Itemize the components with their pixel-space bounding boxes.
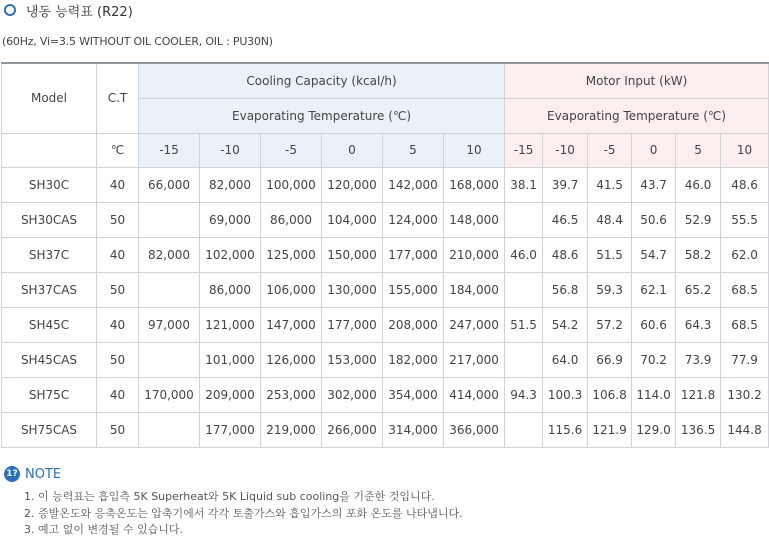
motor-value-cell: 121.8: [676, 377, 721, 412]
cooling-value-cell: 142,000: [383, 167, 444, 202]
model-cell: SH30CAS: [2, 202, 97, 237]
motor-value-cell: 41.5: [588, 167, 632, 202]
motor-value-cell: 106.8: [588, 377, 632, 412]
cooling-value-cell: 82,000: [139, 237, 200, 272]
cooling-temp-col: 0: [322, 133, 383, 167]
cooling-capacity-header: Cooling Capacity (kcal/h): [139, 63, 505, 98]
cooling-value-cell: 86,000: [261, 202, 322, 237]
note-list: [24, 489, 463, 539]
cooling-value-cell: 126,000: [261, 342, 322, 377]
note-label: NOTE: [25, 466, 62, 482]
note-icon: 1?: [4, 466, 20, 482]
model-header: Model: [2, 63, 97, 133]
cooling-value-cell: 101,000: [200, 342, 261, 377]
motor-temp-col: -15: [505, 133, 543, 167]
motor-value-cell: 52.9: [676, 202, 721, 237]
motor-value-cell: 114.0: [632, 377, 676, 412]
motor-value-cell: 57.2: [588, 307, 632, 342]
ct-cell: 50: [97, 412, 139, 447]
motor-value-cell: 66.9: [588, 342, 632, 377]
cooling-value-cell: 121,000: [200, 307, 261, 342]
cooling-value-cell: 182,000: [383, 342, 444, 377]
cooling-value-cell: 366,000: [444, 412, 505, 447]
cooling-value-cell: 66,000: [139, 167, 200, 202]
motor-value-cell: 46.0: [505, 237, 543, 272]
cooling-value-cell: 302,000: [322, 377, 383, 412]
cooling-value-cell: 177,000: [383, 237, 444, 272]
ct-cell: 50: [97, 342, 139, 377]
page-title: 냉동 능력표 (R22): [26, 4, 133, 20]
motor-temp-col: 0: [632, 133, 676, 167]
cooling-temp-col: -15: [139, 133, 200, 167]
section-title: [4, 0, 133, 20]
table-row: [2, 307, 769, 342]
cooling-temp-col: -10: [200, 133, 261, 167]
cooling-value-cell: 170,000: [139, 377, 200, 412]
motor-value-cell: [505, 202, 543, 237]
ct-cell: 50: [97, 272, 139, 307]
model-cell: SH45CAS: [2, 342, 97, 377]
ct-cell: 40: [97, 237, 139, 272]
motor-value-cell: 65.2: [676, 272, 721, 307]
motor-value-cell: 56.8: [543, 272, 588, 307]
motor-value-cell: 38.1: [505, 167, 543, 202]
cooling-value-cell: 106,000: [261, 272, 322, 307]
cooling-value-cell: 97,000: [139, 307, 200, 342]
cooling-value-cell: 253,000: [261, 377, 322, 412]
cooling-value-cell: 153,000: [322, 342, 383, 377]
motor-value-cell: 46.5: [543, 202, 588, 237]
motor-value-cell: 48.6: [543, 237, 588, 272]
motor-temp-col: -5: [588, 133, 632, 167]
cooling-value-cell: 209,000: [200, 377, 261, 412]
circle-bullet-icon: [4, 4, 16, 16]
cooling-value-cell: 102,000: [200, 237, 261, 272]
capacity-table: [1, 62, 769, 448]
motor-value-cell: 48.4: [588, 202, 632, 237]
table-row: [2, 202, 769, 237]
table-row: [2, 412, 769, 447]
motor-input-header: Motor Input (kW): [505, 63, 769, 98]
table-row: [2, 167, 769, 202]
motor-value-cell: 115.6: [543, 412, 588, 447]
motor-value-cell: 130.2: [721, 377, 769, 412]
note-heading: [4, 466, 61, 482]
motor-evap-temp-header: Evaporating Temperature (℃): [505, 98, 769, 133]
ct-cell: 40: [97, 167, 139, 202]
motor-value-cell: 39.7: [543, 167, 588, 202]
motor-value-cell: 54.2: [543, 307, 588, 342]
cooling-value-cell: 120,000: [322, 167, 383, 202]
cooling-value-cell: 147,000: [261, 307, 322, 342]
cooling-value-cell: 219,000: [261, 412, 322, 447]
motor-value-cell: 136.5: [676, 412, 721, 447]
motor-value-cell: 51.5: [588, 237, 632, 272]
cooling-value-cell: [139, 202, 200, 237]
cooling-value-cell: 354,000: [383, 377, 444, 412]
model-cell: SH45C: [2, 307, 97, 342]
cooling-value-cell: 150,000: [322, 237, 383, 272]
cooling-value-cell: 82,000: [200, 167, 261, 202]
motor-value-cell: 58.2: [676, 237, 721, 272]
cooling-value-cell: 168,000: [444, 167, 505, 202]
cooling-value-cell: 177,000: [200, 412, 261, 447]
motor-value-cell: [505, 272, 543, 307]
cooling-value-cell: 148,000: [444, 202, 505, 237]
motor-value-cell: 62.1: [632, 272, 676, 307]
cooling-value-cell: 266,000: [322, 412, 383, 447]
ct-cell: 40: [97, 377, 139, 412]
motor-value-cell: 77.9: [721, 342, 769, 377]
motor-value-cell: 121.9: [588, 412, 632, 447]
cooling-value-cell: 104,000: [322, 202, 383, 237]
model-header-spacer: [2, 133, 97, 167]
motor-value-cell: 73.9: [676, 342, 721, 377]
cooling-temp-col: 10: [444, 133, 505, 167]
motor-value-cell: 129.0: [632, 412, 676, 447]
ct-unit: ℃: [97, 133, 139, 167]
table-row: [2, 237, 769, 272]
model-cell: SH30C: [2, 167, 97, 202]
cooling-value-cell: 130,000: [322, 272, 383, 307]
cooling-evap-temp-header: Evaporating Temperature (℃): [139, 98, 505, 133]
motor-value-cell: 60.6: [632, 307, 676, 342]
motor-value-cell: 70.2: [632, 342, 676, 377]
table-row: [2, 272, 769, 307]
cooling-value-cell: 124,000: [383, 202, 444, 237]
motor-value-cell: 68.5: [721, 307, 769, 342]
motor-temp-col: 5: [676, 133, 721, 167]
note-item: 1. 이 능력표는 흡입측 5K Superheat와 5K Liquid sub cooling을 기준한 것입니다.: [24, 490, 435, 503]
cooling-value-cell: 314,000: [383, 412, 444, 447]
ct-cell: 50: [97, 202, 139, 237]
cooling-temp-col: -5: [261, 133, 322, 167]
cooling-value-cell: 155,000: [383, 272, 444, 307]
motor-value-cell: 50.6: [632, 202, 676, 237]
motor-value-cell: 64.3: [676, 307, 721, 342]
cooling-value-cell: 86,000: [200, 272, 261, 307]
cooling-value-cell: 184,000: [444, 272, 505, 307]
motor-value-cell: 48.6: [721, 167, 769, 202]
note-item: 3. 예고 없이 변경될 수 있습니다.: [24, 523, 183, 536]
motor-value-cell: 46.0: [676, 167, 721, 202]
model-cell: SH37C: [2, 237, 97, 272]
motor-value-cell: [505, 412, 543, 447]
cooling-value-cell: 208,000: [383, 307, 444, 342]
table-body: [2, 167, 769, 447]
cooling-value-cell: 69,000: [200, 202, 261, 237]
note-item: 2. 증발온도와 응축온도는 압축기에서 각각 토출가스와 흡입가스의 포화 온도를 나타냅니다.: [24, 506, 463, 520]
cooling-temp-col: 5: [383, 133, 444, 167]
motor-value-cell: 94.3: [505, 377, 543, 412]
motor-value-cell: 51.5: [505, 307, 543, 342]
motor-value-cell: 59.3: [588, 272, 632, 307]
cooling-value-cell: [139, 412, 200, 447]
table-row: [2, 342, 769, 377]
motor-temp-col: 10: [721, 133, 769, 167]
cooling-value-cell: [139, 342, 200, 377]
motor-value-cell: 55.5: [721, 202, 769, 237]
cooling-value-cell: 100,000: [261, 167, 322, 202]
conditions-subtitle: (60Hz, Vi=3.5 WITHOUT OIL COOLER, OIL : PU30N): [2, 35, 273, 48]
motor-value-cell: 68.5: [721, 272, 769, 307]
cooling-value-cell: 217,000: [444, 342, 505, 377]
ct-cell: 40: [97, 307, 139, 342]
model-cell: SH75CAS: [2, 412, 97, 447]
cooling-value-cell: 247,000: [444, 307, 505, 342]
motor-value-cell: 54.7: [632, 237, 676, 272]
cooling-value-cell: 414,000: [444, 377, 505, 412]
motor-value-cell: [505, 342, 543, 377]
model-cell: SH75C: [2, 377, 97, 412]
motor-value-cell: 62.0: [721, 237, 769, 272]
motor-value-cell: 64.0: [543, 342, 588, 377]
motor-value-cell: 43.7: [632, 167, 676, 202]
table-row: [2, 377, 769, 412]
ct-header: C.T: [97, 63, 139, 133]
motor-temp-col: -10: [543, 133, 588, 167]
cooling-value-cell: [139, 272, 200, 307]
cooling-value-cell: 210,000: [444, 237, 505, 272]
motor-value-cell: 100.3: [543, 377, 588, 412]
cooling-value-cell: 125,000: [261, 237, 322, 272]
cooling-value-cell: 177,000: [322, 307, 383, 342]
motor-value-cell: 144.8: [721, 412, 769, 447]
model-cell: SH37CAS: [2, 272, 97, 307]
